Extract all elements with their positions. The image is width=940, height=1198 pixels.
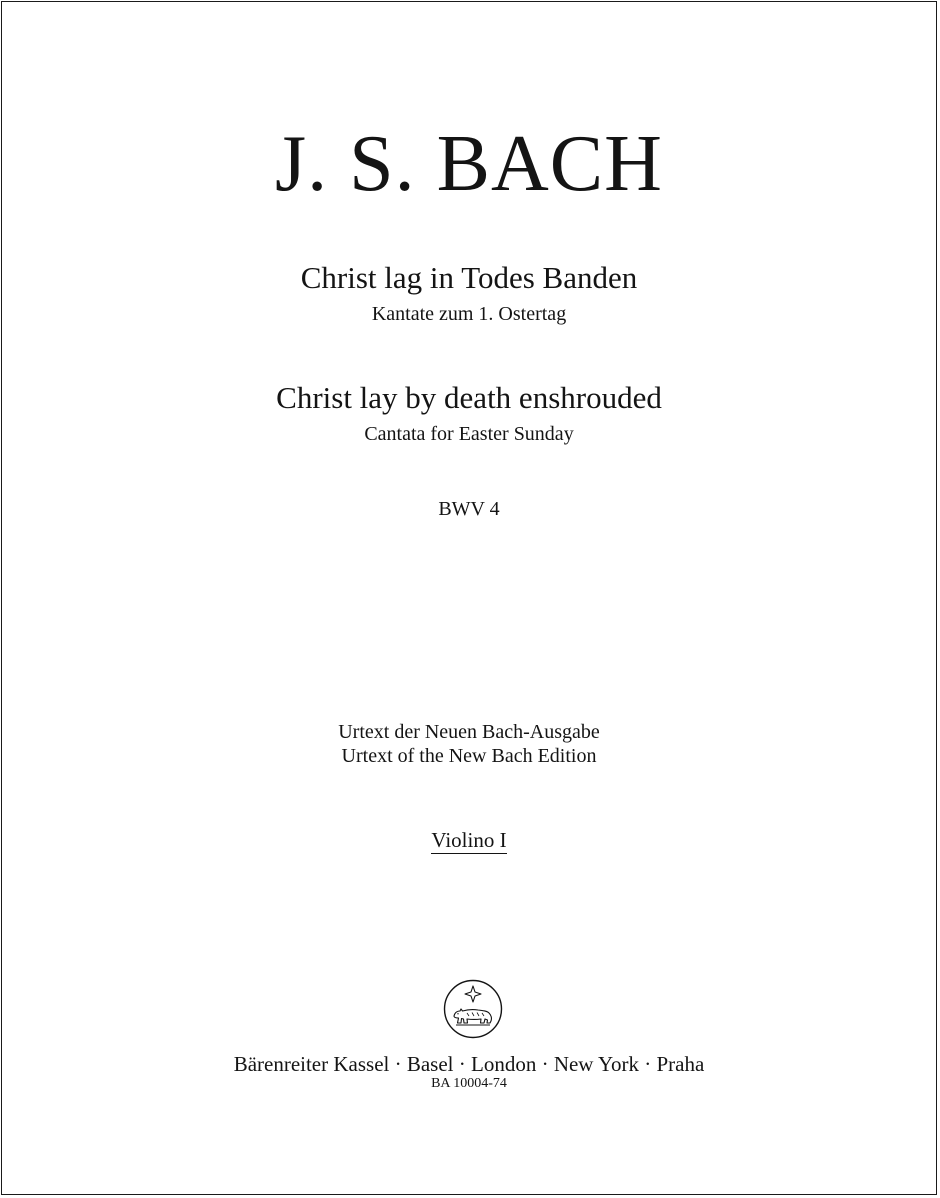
- instrument-part-label: Violino I: [431, 828, 507, 852]
- score-cover-page: [1, 1, 937, 1195]
- urtext-note-english: Urtext of the New Bach Edition: [341, 745, 597, 767]
- work-title-english: Christ lay by death enshrouded: [276, 380, 662, 415]
- work-subtitle-german: Kantate zum 1. Ostertag: [371, 303, 567, 325]
- baerenreiter-bear-star-logo-icon: [443, 979, 503, 1039]
- work-subtitle-english: Cantata for Easter Sunday: [364, 423, 574, 445]
- bwv-catalog-number: BWV 4: [438, 498, 500, 520]
- composer-name: J. S. BACH: [275, 120, 663, 208]
- edition-number: BA 10004-74: [431, 1076, 507, 1091]
- work-title-german: Christ lag in Todes Banden: [300, 260, 638, 295]
- publisher-locations: Bärenreiter Kassel · Basel · London · New York · Praha: [233, 1052, 705, 1076]
- part-label-wrapper: [2, 830, 936, 854]
- urtext-note-german: Urtext der Neuen Bach-Ausgabe: [338, 721, 600, 743]
